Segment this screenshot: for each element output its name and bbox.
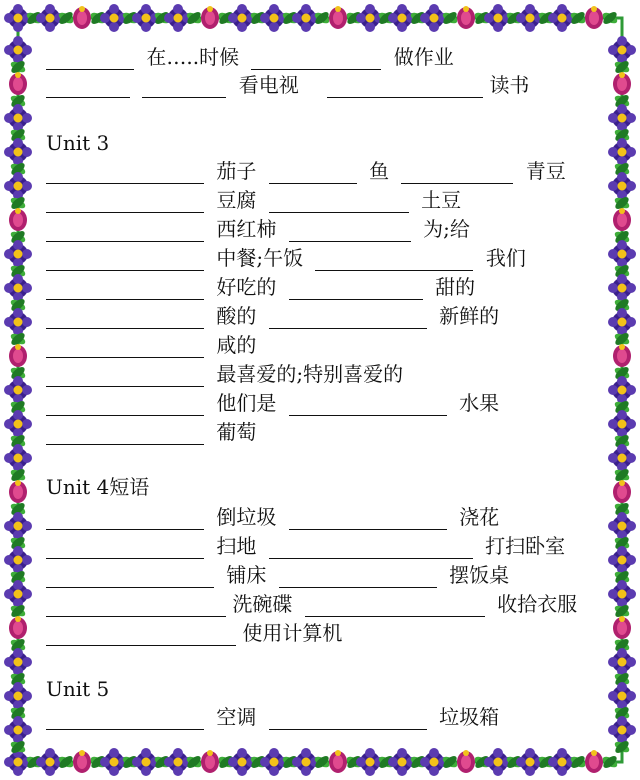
vocab-term: 鱼 (369, 159, 390, 183)
answer-blank (269, 191, 409, 213)
magenta-flower-icon (73, 6, 91, 29)
purple-flower-icon (356, 4, 384, 32)
purple-flower-icon (420, 748, 448, 776)
purple-flower-icon (4, 648, 32, 676)
unit-heading: Unit 5 (46, 677, 110, 701)
answer-blank (315, 249, 473, 271)
vocab-line (46, 158, 566, 184)
vocab-term: 打扫卧室 (485, 534, 566, 558)
vocab-term: 茄子 (216, 159, 257, 183)
vocab-term: 在…..时候 (146, 45, 240, 69)
answer-blank (327, 76, 483, 98)
purple-flower-icon (4, 172, 32, 200)
vocab-term: 为;给 (423, 217, 470, 241)
answer-blank (46, 624, 236, 646)
magenta-flower-icon (9, 616, 27, 639)
answer-blank (46, 566, 214, 588)
vocab-term: 空调 (216, 705, 257, 729)
answer-blank (46, 336, 204, 358)
purple-flower-icon (608, 682, 636, 710)
magenta-flower-icon (613, 344, 631, 367)
vocab-term: 铺床 (226, 563, 267, 587)
vocab-term: 使用计算机 (242, 621, 343, 645)
vocab-term: 青豆 (525, 159, 566, 183)
vocab-term: 最喜爱的;特别喜爱的 (216, 362, 404, 386)
vocab-term: 西红柿 (216, 217, 277, 241)
purple-flower-icon (132, 4, 160, 32)
magenta-flower-icon (585, 750, 603, 773)
purple-flower-icon (4, 444, 32, 472)
answer-blank (46, 394, 204, 416)
answer-blank (269, 307, 427, 329)
purple-flower-icon (164, 748, 192, 776)
purple-flower-icon (4, 104, 32, 132)
vocab-line (46, 504, 499, 530)
magenta-flower-icon (329, 750, 347, 773)
answer-blank (289, 394, 447, 416)
answer-blank (46, 278, 204, 300)
purple-flower-icon (388, 748, 416, 776)
purple-flower-icon (36, 748, 64, 776)
vocab-term: 新鲜的 (439, 304, 500, 328)
purple-flower-icon (516, 4, 544, 32)
magenta-flower-icon (613, 480, 631, 503)
purple-flower-icon (608, 410, 636, 438)
vocab-term: 读书 (489, 73, 530, 97)
magenta-flower-icon (201, 750, 219, 773)
answer-blank (46, 423, 204, 445)
vocab-line (46, 390, 499, 416)
vocab-term: 中餐;午饭 (216, 246, 304, 270)
vocab-line (46, 245, 526, 271)
purple-flower-icon (4, 716, 32, 744)
purple-flower-icon (4, 682, 32, 710)
vocab-term: 酸的 (216, 304, 257, 328)
answer-blank (251, 48, 381, 70)
magenta-flower-icon (9, 480, 27, 503)
purple-flower-icon (4, 376, 32, 404)
vocab-term: 倒垃圾 (216, 505, 277, 529)
vocab-term: 扫地 (216, 534, 257, 558)
purple-flower-icon (4, 138, 32, 166)
purple-flower-icon (608, 716, 636, 744)
answer-blank (279, 566, 437, 588)
vocab-line (46, 216, 470, 242)
vocab-term: 豆腐 (216, 188, 257, 212)
purple-flower-icon (292, 4, 320, 32)
purple-flower-icon (4, 4, 32, 32)
vocab-term: 垃圾箱 (439, 705, 500, 729)
purple-flower-icon (484, 748, 512, 776)
answer-blank (46, 307, 204, 329)
answer-blank (46, 249, 204, 271)
purple-flower-icon (100, 4, 128, 32)
magenta-flower-icon (9, 72, 27, 95)
vocab-line (46, 533, 565, 559)
vocab-term: 浇花 (459, 505, 500, 529)
answer-blank (142, 76, 226, 98)
purple-flower-icon (608, 104, 636, 132)
magenta-flower-icon (201, 6, 219, 29)
answer-blank (269, 708, 427, 730)
answer-blank (46, 595, 226, 617)
vocab-line (46, 187, 461, 213)
purple-flower-icon (292, 748, 320, 776)
purple-flower-icon (132, 748, 160, 776)
vocab-line (46, 332, 256, 358)
purple-flower-icon (4, 580, 32, 608)
purple-flower-icon (356, 748, 384, 776)
purple-flower-icon (608, 138, 636, 166)
vocab-term: 我们 (485, 246, 526, 270)
purple-flower-icon (608, 376, 636, 404)
vocab-line (46, 562, 509, 588)
vocab-term: 收拾衣服 (497, 592, 578, 616)
purple-flower-icon (608, 240, 636, 268)
answer-blank (269, 162, 357, 184)
magenta-flower-icon (585, 6, 603, 29)
answer-blank (46, 220, 204, 242)
magenta-flower-icon (9, 344, 27, 367)
vocab-line (46, 419, 256, 445)
answer-blank (401, 162, 513, 184)
vocab-line (46, 704, 499, 730)
magenta-flower-icon (613, 616, 631, 639)
answer-blank (46, 708, 204, 730)
vocab-line (46, 44, 454, 70)
magenta-flower-icon (613, 208, 631, 231)
answer-blank (46, 191, 204, 213)
answer-blank (46, 162, 204, 184)
purple-flower-icon (260, 4, 288, 32)
answer-blank (305, 595, 485, 617)
purple-flower-icon (4, 512, 32, 540)
purple-flower-icon (4, 410, 32, 438)
vocab-term: 咸的 (216, 333, 257, 357)
answer-blank (46, 76, 130, 98)
vocab-term: 他们是 (216, 391, 277, 415)
purple-flower-icon (608, 648, 636, 676)
vocab-line (46, 361, 403, 387)
purple-flower-icon (608, 308, 636, 336)
purple-flower-icon (608, 546, 636, 574)
unit-heading: Unit 3 (46, 131, 110, 155)
purple-flower-icon (388, 4, 416, 32)
purple-flower-icon (608, 512, 636, 540)
answer-blank (269, 537, 473, 559)
unit-heading: Unit 4短语 (46, 475, 150, 499)
vocab-line (46, 620, 342, 646)
purple-flower-icon (608, 580, 636, 608)
purple-flower-icon (516, 748, 544, 776)
vocab-term: 水果 (459, 391, 500, 415)
purple-flower-icon (36, 4, 64, 32)
vocab-term: 甜的 (435, 275, 476, 299)
answer-blank (46, 365, 204, 387)
purple-flower-icon (608, 172, 636, 200)
vocab-term: 看电视 (238, 73, 299, 97)
purple-flower-icon (228, 4, 256, 32)
purple-flower-icon (484, 4, 512, 32)
purple-flower-icon (548, 748, 576, 776)
vocab-term: 葡萄 (216, 420, 257, 444)
vocab-line (46, 591, 577, 617)
magenta-flower-icon (73, 750, 91, 773)
purple-flower-icon (260, 748, 288, 776)
purple-flower-icon (228, 748, 256, 776)
magenta-flower-icon (457, 750, 475, 773)
magenta-flower-icon (613, 72, 631, 95)
purple-flower-icon (548, 4, 576, 32)
vocab-term: 好吃的 (216, 275, 277, 299)
purple-flower-icon (608, 444, 636, 472)
magenta-flower-icon (329, 6, 347, 29)
purple-flower-icon (420, 4, 448, 32)
purple-flower-icon (608, 274, 636, 302)
vocab-term: 摆饭桌 (449, 563, 510, 587)
answer-blank (289, 278, 423, 300)
purple-flower-icon (4, 748, 32, 776)
answer-blank (289, 508, 447, 530)
worksheet (32, 34, 608, 746)
vocab-term: 做作业 (393, 45, 454, 69)
purple-flower-icon (100, 748, 128, 776)
answer-blank (289, 220, 411, 242)
purple-flower-icon (4, 274, 32, 302)
vocab-term: 洗碗碟 (232, 592, 293, 616)
purple-flower-icon (164, 4, 192, 32)
vocab-term: 土豆 (421, 188, 462, 212)
purple-flower-icon (4, 546, 32, 574)
purple-flower-icon (4, 240, 32, 268)
vocab-line (46, 303, 499, 329)
magenta-flower-icon (9, 208, 27, 231)
magenta-flower-icon (457, 6, 475, 29)
answer-blank (46, 48, 134, 70)
purple-flower-icon (4, 36, 32, 64)
vocab-line (46, 72, 529, 98)
answer-blank (46, 508, 204, 530)
answer-blank (46, 537, 204, 559)
vocab-line (46, 274, 475, 300)
purple-flower-icon (4, 308, 32, 336)
purple-flower-icon (608, 36, 636, 64)
